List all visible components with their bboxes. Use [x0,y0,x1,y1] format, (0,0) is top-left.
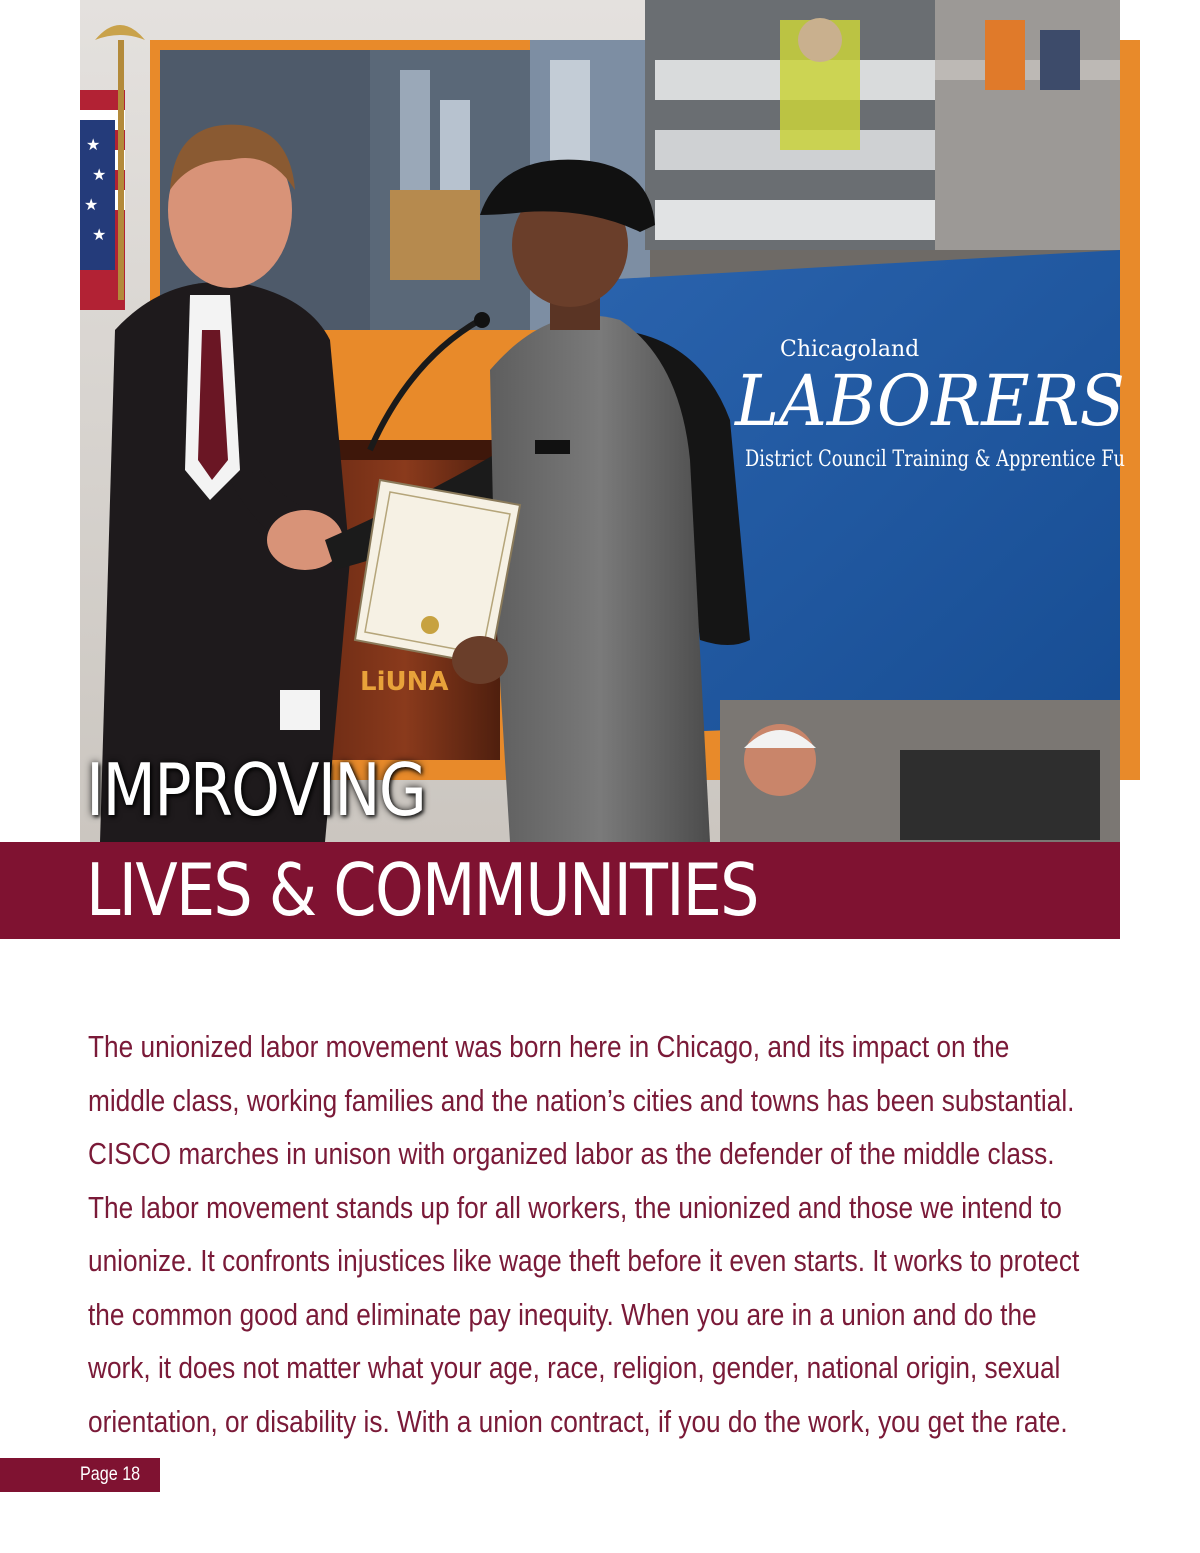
headline-line-2: LIVES & COMMUNITIES [86,848,758,932]
svg-text:★: ★ [92,225,107,244]
body-line: The labor movement stands up for all workers, the unionized and those we intend to [88,1189,1062,1225]
svg-text:★: ★ [92,165,107,184]
body-line: CISCO marches in unison with organized labor as the defender of the middle class. [88,1136,1055,1171]
body-line: unionize. It confronts injustices like wage theft before it even starts. It works to protect [88,1243,1080,1278]
page-number: Page 18 [80,1464,141,1485]
body-line: middle class, working families and the nation’s cities and towns has been substantial. [88,1082,1075,1118]
body-line: work, it does not matter what your age, race, religion, gender, national origin, sexual [88,1350,1061,1385]
svg-text:★: ★ [84,195,99,214]
body-line: orientation, or disability is. With a union contract, if you do the work, you get the rate. [88,1403,1068,1439]
banner-big-text: LABORERS [733,360,1125,442]
certificate-ceremony-photo [80,0,1125,842]
banner-small-text: Chicagoland [780,337,920,362]
hero-photo [80,0,1125,842]
podium-logo-text: LiUNA [360,667,449,697]
body-line: The unionized labor movement was born here in Chicago, and its impact on the [88,1029,1010,1064]
headline-line-1: IMPROVING [86,748,426,832]
body-line: the common good and eliminate pay inequity. When you are in a union and do the [88,1296,1037,1332]
svg-text:★: ★ [86,135,101,154]
page-number-tab [0,1458,160,1492]
body-paragraph [88,1020,1120,1448]
banner-sub-text: District Council Training & Apprentice Fu [745,447,1125,472]
